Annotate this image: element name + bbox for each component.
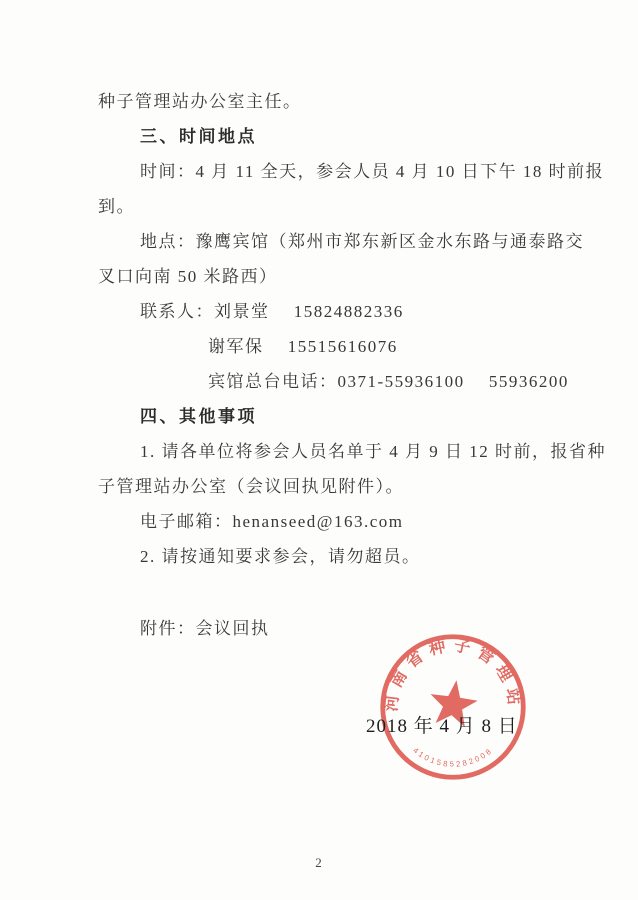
section-heading-time-place: 三、时间地点 <box>140 127 257 146</box>
paragraph-continuation-line: 种子管理站办公室主任。 <box>98 92 302 111</box>
other-item1-line-2: 子管理站办公室（会议回执见附件）。 <box>98 477 404 496</box>
section-heading-other-items: 四、其他事项 <box>140 407 257 426</box>
attachment-line: 附件：会议回执 <box>140 619 270 638</box>
contact-line-1: 联系人：刘景堂 15824882336 <box>140 302 404 321</box>
other-item1-line-1: 1. 请各单位将参会人员名单于 4 月 9 日 12 时前，报省种 <box>140 442 606 461</box>
seal-organization-text: 河南省种子管理站 <box>381 635 525 713</box>
blank-line <box>98 574 558 611</box>
time-line-2: 到。 <box>98 197 135 216</box>
svg-text:4101585282008 <box>411 746 494 769</box>
seal-code-text: 4101585282008 <box>411 745 495 769</box>
other-item2-line: 2. 请按通知要求参会，请勿超员。 <box>140 547 421 566</box>
time-line-1: 时间：4 月 11 全天，参会人员 4 月 10 日下午 18 时前报 <box>140 162 605 181</box>
place-line-2: 叉口向南 50 米路西） <box>98 267 278 286</box>
contact-line-2: 谢军保 15515616076 <box>208 337 398 356</box>
official-seal <box>376 629 530 785</box>
official-seal-graphic <box>376 629 530 785</box>
page-number: 2 <box>315 855 323 870</box>
email-line: 电子邮箱：henanseed@163.com <box>140 512 404 531</box>
place-line-1: 地点：豫鹰宾馆（郑州市郑东新区金水东路与通泰路交 <box>140 232 584 251</box>
hotel-phone-line: 宾馆总台电话：0371-55936100 55936200 <box>208 372 569 391</box>
document-body <box>98 84 606 646</box>
issue-date: 2018 年 4 月 8 日 <box>366 716 518 737</box>
